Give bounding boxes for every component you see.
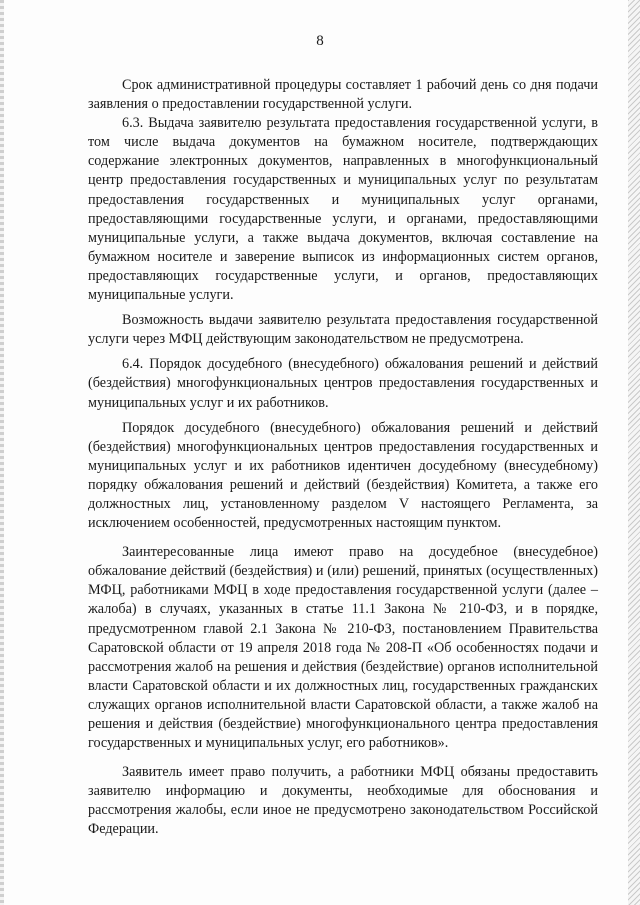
- document-body: [88, 76, 598, 840]
- paragraph-procedure-term: Срок административной процедуры составляет 1 рабочий день со дня подачи заявления о предоставлении государственной услуги.: [88, 77, 598, 113]
- paragraph-mfc-issue: Возможность выдачи заявителю результата предоставления государственной услуги через МФЦ действующим законодательством не предусмотрена.: [88, 312, 598, 348]
- scan-edge-left: [0, 0, 4, 905]
- paragraph-applicant-rights: Заявитель имеет право получить, а работники МФЦ обязаны предоставить заявителю информацию и документы, необходимые для обоснования и рассмотрения жалобы, если иное не предусмотрено законодательством Российской Федерации.: [88, 764, 598, 838]
- paragraph-6-4: 6.4. Порядок досудебного (внесудебного) обжалования решений и действий (бездействия) многофункциональных центров предоставления государственных и муниципальных услуг и их работников.: [88, 356, 598, 411]
- paragraph-6-3: 6.3. Выдача заявителю результата предоставления государственной услуги, в том числе выдача документов на бумажном носителе, подтверждающих содержание электронных документов, направленных в многофункциональный центр предоставления государственных и муниципальных услуг по результатам предоставления государственных и муниципальных услуг органами, предоставляющими государственные услуги, и органами, предоставляющими муниципальные услуги, а также выдача документов, включая составление на бумажном носителе и заверение выписок из информационных систем органов, предоставляющих государственные услуги, и органов, предоставляющих муниципальные услуги.: [88, 115, 598, 304]
- paragraph-interested-persons: Заинтересованные лица имеют право на досудебное (внесудебное) обжалование действий (бездействия) и (или) решений, принятых (осуществленных) МФЦ, работниками МФЦ в ходе предоставления государственной услуги (далее – жалоба) в случаях, указанных в статье 11.1 Закона № 210-ФЗ, и в порядке, предусмотренном главой 2.1 Закона № 210-ФЗ, постановлением Правительства Саратовской области от 19 апреля 2018 года № 208-П «Об особенностях подачи и рассмотрения жалоб на решения и действия (бездействие) органов исполнительной власти Саратовской области и их должностных лиц, государственных гражданских служащих органов исполнительной власти Саратовской области, а также жалоб на решения и действия (бездействие) многофункционального центра предоставления государственных и муниципальных услуг, его работников».: [88, 544, 598, 752]
- scan-edge-right: [628, 0, 640, 905]
- paragraph-appeal-order: Порядок досудебного (внесудебного) обжалования решений и действий (бездействия) многофункциональных центров предоставления государственных и муниципальных услуг и их работников идентичен досудебному (внесудебному) порядку обжалования решений и действий (бездействия) Комитета, а также его должностных лиц, установленному разделом V настоящего Регламента, за исключением особенностей, предусмотренных настоящим пунктом.: [88, 419, 598, 532]
- page-number: 8: [316, 33, 324, 49]
